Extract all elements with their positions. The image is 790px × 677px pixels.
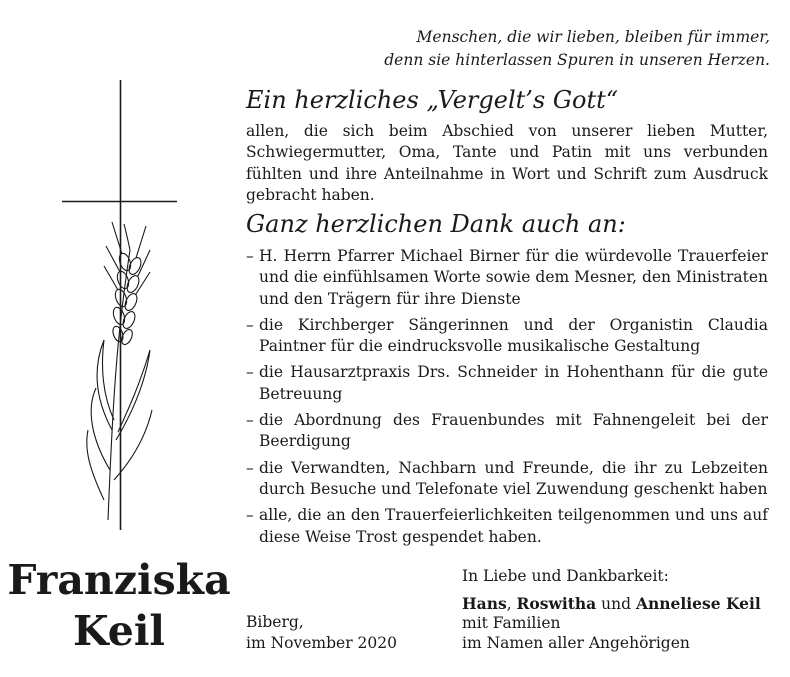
- place: Biberg,: [246, 613, 304, 631]
- name-anneliese: Anneliese Keil: [635, 594, 761, 613]
- list-item: – die Kirchberger Sängerinnen und der Organistin Claudia Paintner für die eindrucksvolle musikalische Gestaltung: [246, 315, 768, 356]
- list-item: – alle, die an den Trauerfeierlichkeiten teilgenommen und uns auf diese Weise Trost gespendet haben.: [246, 506, 768, 546]
- list-item: – H. Herrn Pfarrer Michael Birner für die würdevolle Trauerfeier und die einfühlsamen Worte sowie dem Mesner, den Ministraten und den Trägern für ihre Dienste: [246, 247, 768, 308]
- wheat-icon: [87, 222, 152, 520]
- motto-line-2: denn sie hinterlassen Spuren in unseren Herzen.: [384, 51, 770, 69]
- motto-line-1: Menschen, die wir lieben, bleiben für immer,: [416, 28, 770, 46]
- thanks-heading: Ein herzliches „Vergelt’s Gott“: [246, 86, 619, 114]
- dank-heading: Ganz herzlichen Dank auch an:: [246, 210, 626, 238]
- motto: [330, 26, 770, 72]
- name-hans: Hans: [462, 594, 507, 613]
- closing-greeting: In Liebe und Dankbarkeit:: [462, 567, 669, 585]
- closing-line-relatives: im Namen aller Angehörigen: [462, 634, 690, 652]
- thanks-text: allen, die sich beim Abschied von unserer lieben Mutter, Schwiegermutter, Oma, Tante und Patin mit uns verbunden fühlten und ihre Anteilnahme in Wort und Schrift zum Ausdruck gebracht haben.: [246, 122, 768, 204]
- dank-list: [246, 246, 768, 553]
- list-item: – die Verwandten, Nachbarn und Freunde, die ihr zu Lebzeiten durch Besuche und Telefonate viel Zuwendung geschenkt haben: [246, 458, 768, 498]
- deceased-last-name: Keil: [73, 607, 165, 655]
- list-item: – die Abordnung des Frauenbundes mit Fahnengeleit bei der Beerdigung: [246, 411, 768, 451]
- deceased-first-name: Franziska: [7, 556, 231, 604]
- list-item: – die Hausarztpraxis Drs. Schneider in Hohenthann für die gute Betreuung: [246, 363, 768, 403]
- closing-names: [462, 593, 761, 615]
- separator: ,: [506, 595, 517, 613]
- closing-line-families: mit Familien: [462, 614, 561, 632]
- separator: und: [596, 595, 636, 613]
- date: im November 2020: [246, 634, 397, 652]
- name-roswitha: Roswitha: [516, 594, 597, 613]
